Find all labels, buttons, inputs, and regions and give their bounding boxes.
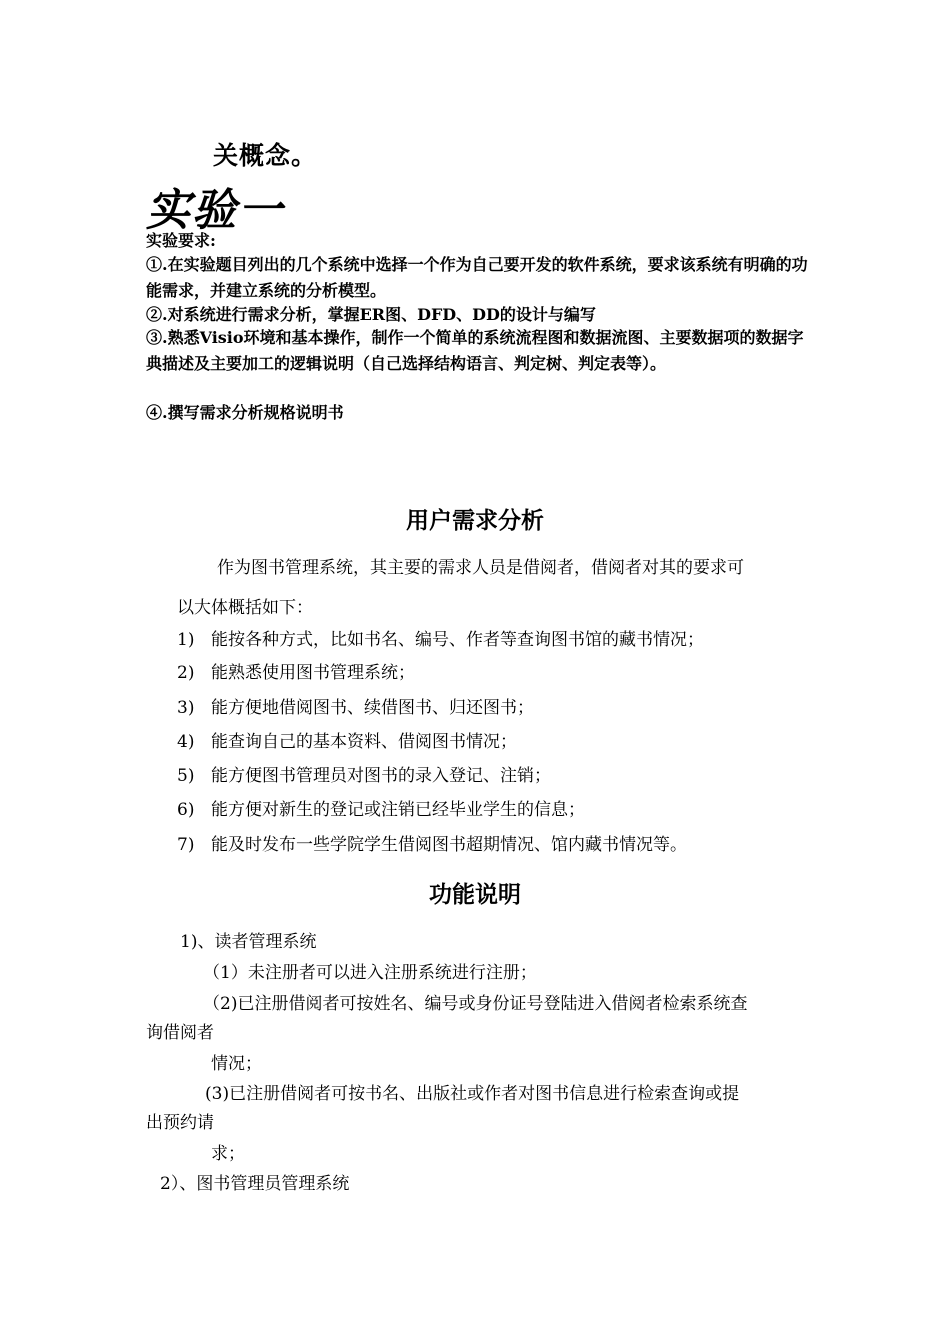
function-line: （1）未注册者可以进入注册系统进行注册；	[203, 963, 537, 983]
list-item-number: 1)	[177, 630, 195, 650]
experiment-title: 实验一	[146, 185, 284, 236]
list-item	[177, 833, 687, 857]
requirement-item-4: ④.撰写需求分析规格说明书	[146, 403, 344, 422]
list-item	[177, 764, 551, 788]
user-analysis-intro-line-1: 作为图书管理系统，其主要的需求人员是借阅者，借阅者对其的要求可	[217, 558, 744, 578]
list-item-text: 能及时发布一些学院学生借阅图书超期情况、馆内藏书情况等。	[211, 835, 687, 855]
list-item	[177, 798, 585, 822]
function-line: (3)已注册借阅者可按书名、出版社或作者对图书信息进行检索查询或提	[205, 1084, 740, 1104]
function-desc-title: 功能说明	[429, 882, 521, 908]
requirement-item-2: ②.对系统进行需求分析，掌握ER图、DFD、DD的设计与编写	[146, 305, 596, 324]
list-item-text: 能熟悉使用图书管理系统；	[211, 663, 415, 683]
user-analysis-intro-line-2: 以大体概括如下：	[177, 598, 313, 618]
list-item-text: 能方便图书管理员对图书的录入登记、注销；	[211, 766, 551, 786]
list-item-number: 7)	[177, 835, 195, 855]
list-item-number: 4)	[177, 732, 195, 752]
list-item	[177, 661, 415, 685]
requirement-item-1: ①.在实验题目列出的几个系统中选择一个作为自己要开发的软件系统，要求该系统有明确的功能需求，并建立系统的分析模型。	[146, 255, 808, 300]
list-item-number: 6)	[177, 800, 195, 820]
requirement-item-3: ③.熟悉Visio环境和基本操作，制作一个简单的系统流程图和数据流图、主要数据项的数据字典描述及主要加工的逻辑说明（自己选择结构语言、判定树、判定表等）。	[146, 328, 804, 373]
requirements-heading: 实验要求:	[146, 231, 216, 250]
list-item-text: 能按各种方式，比如书名、编号、作者等查询图书馆的藏书情况；	[211, 630, 704, 650]
list-item	[177, 628, 704, 652]
list-item	[177, 730, 517, 754]
list-item-text: 能查询自己的基本资料、借阅图书情况；	[211, 732, 517, 752]
list-item-number: 3)	[177, 698, 195, 718]
continuation-line: 关概念。	[213, 141, 318, 170]
function-line: 询借阅者	[146, 1023, 214, 1043]
list-item-number: 2)	[177, 663, 195, 683]
function-line: 情况；	[211, 1054, 262, 1074]
list-item-text: 能方便地借阅图书、续借图书、归还图书；	[211, 698, 534, 718]
function-line: 求；	[211, 1144, 245, 1164]
function-line: 出预约请	[146, 1113, 214, 1133]
function-line: （2)已注册借阅者可按姓名、编号或身份证号登陆进入借阅者检索系统查	[203, 994, 748, 1014]
function-line: 1)、读者管理系统	[180, 932, 317, 952]
function-line: 2）、图书管理员管理系统	[160, 1174, 350, 1194]
list-item	[177, 696, 534, 720]
list-item-number: 5)	[177, 766, 195, 786]
user-analysis-title: 用户需求分析	[406, 508, 544, 534]
list-item-text: 能方便对新生的登记或注销已经毕业学生的信息；	[211, 800, 585, 820]
